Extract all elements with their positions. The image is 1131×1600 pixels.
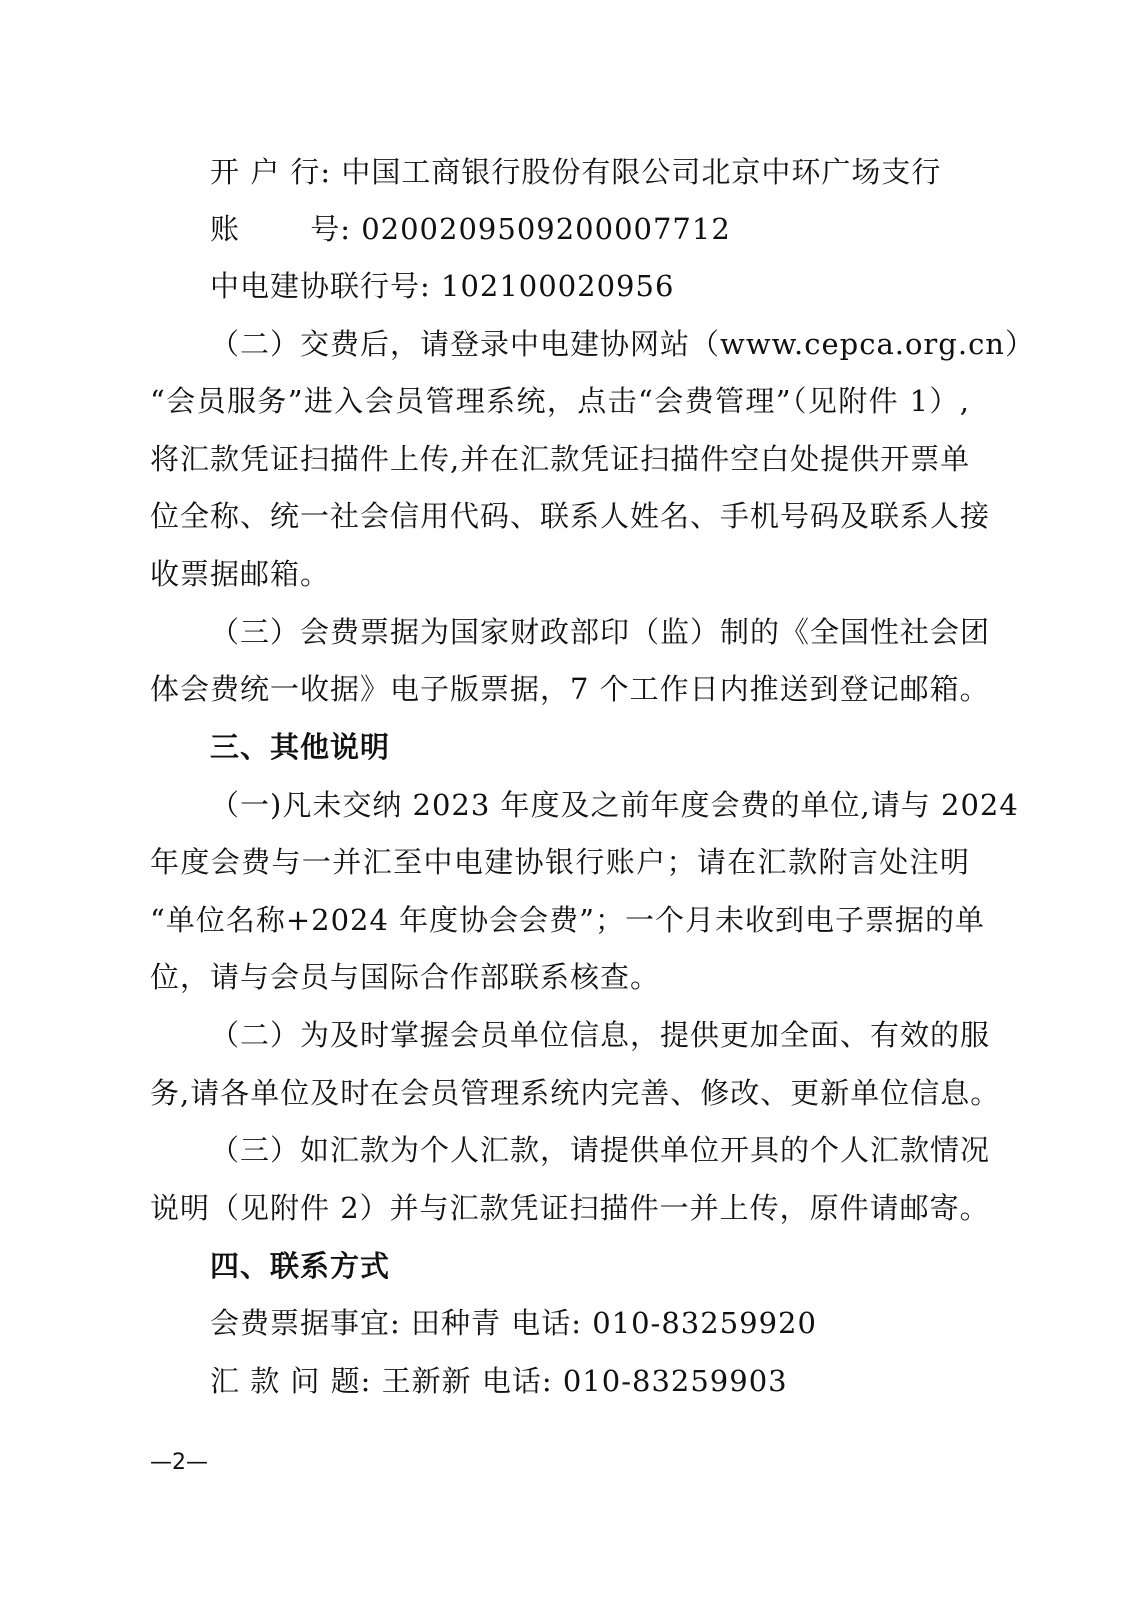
paragraph-line: 将汇款凭证扫描件上传,并在汇款凭证扫描件空白处提供开票单 [150, 442, 971, 476]
paragraph-line: （二）为及时掌握会员单位信息，提供更加全面、有效的服 [210, 1018, 991, 1052]
account-number-line: 账 号: 0200209509200007712 [210, 212, 731, 246]
page-number: —2— [150, 1450, 208, 1475]
contact-line: 会费票据事宜: 田种青 电话: 010-83259920 [210, 1306, 817, 1340]
paragraph-line: （二）交费后，请登录中电建协网站（www.cepca.org.cn） [210, 327, 1035, 361]
paragraph-line: （三）会费票据为国家财政部印（监）制的《全国性社会团 [210, 615, 991, 649]
section-heading-contact: 四、联系方式 [210, 1249, 391, 1283]
paragraph-line: 位全称、统一社会信用代码、联系人姓名、手机号码及联系人接 [150, 499, 991, 533]
paragraph-line: 位，请与会员与国际合作部联系核查。 [150, 960, 661, 994]
contact-line: 汇 款 问 题: 王新新 电话: 010-83259903 [210, 1364, 788, 1398]
paragraph-line: （一)凡未交纳 2023 年度及之前年度会费的单位,请与 2024 [210, 788, 1019, 822]
paragraph-line: 说明（见附件 2）并与汇款凭证扫描件一并上传，原件请邮寄。 [150, 1191, 990, 1225]
paragraph-line: “会员服务”进入会员管理系统，点击“会费管理”（见附件 1）, [150, 384, 970, 418]
section-heading-other: 三、其他说明 [210, 730, 391, 764]
paragraph-line: 务,请各单位及时在会员管理系统内完善、修改、更新单位信息。 [150, 1076, 1001, 1110]
paragraph-line: “单位名称+2024 年度协会会费”；一个月未收到电子票据的单 [150, 903, 985, 937]
clearing-number-line: 中电建协联行号: 102100020956 [210, 269, 675, 303]
paragraph-line: 收票据邮箱。 [150, 557, 331, 591]
paragraph-line: 年度会费与一并汇至中电建协银行账户；请在汇款附言处注明 [150, 845, 970, 879]
paragraph-line: 体会费统一收据》电子版票据，7 个工作日内推送到登记邮箱。 [150, 672, 990, 706]
bank-name-line: 开 户 行: 中国工商银行股份有限公司北京中环广场支行 [210, 155, 942, 189]
paragraph-line: （三）如汇款为个人汇款，请提供单位开具的个人汇款情况 [210, 1133, 991, 1167]
